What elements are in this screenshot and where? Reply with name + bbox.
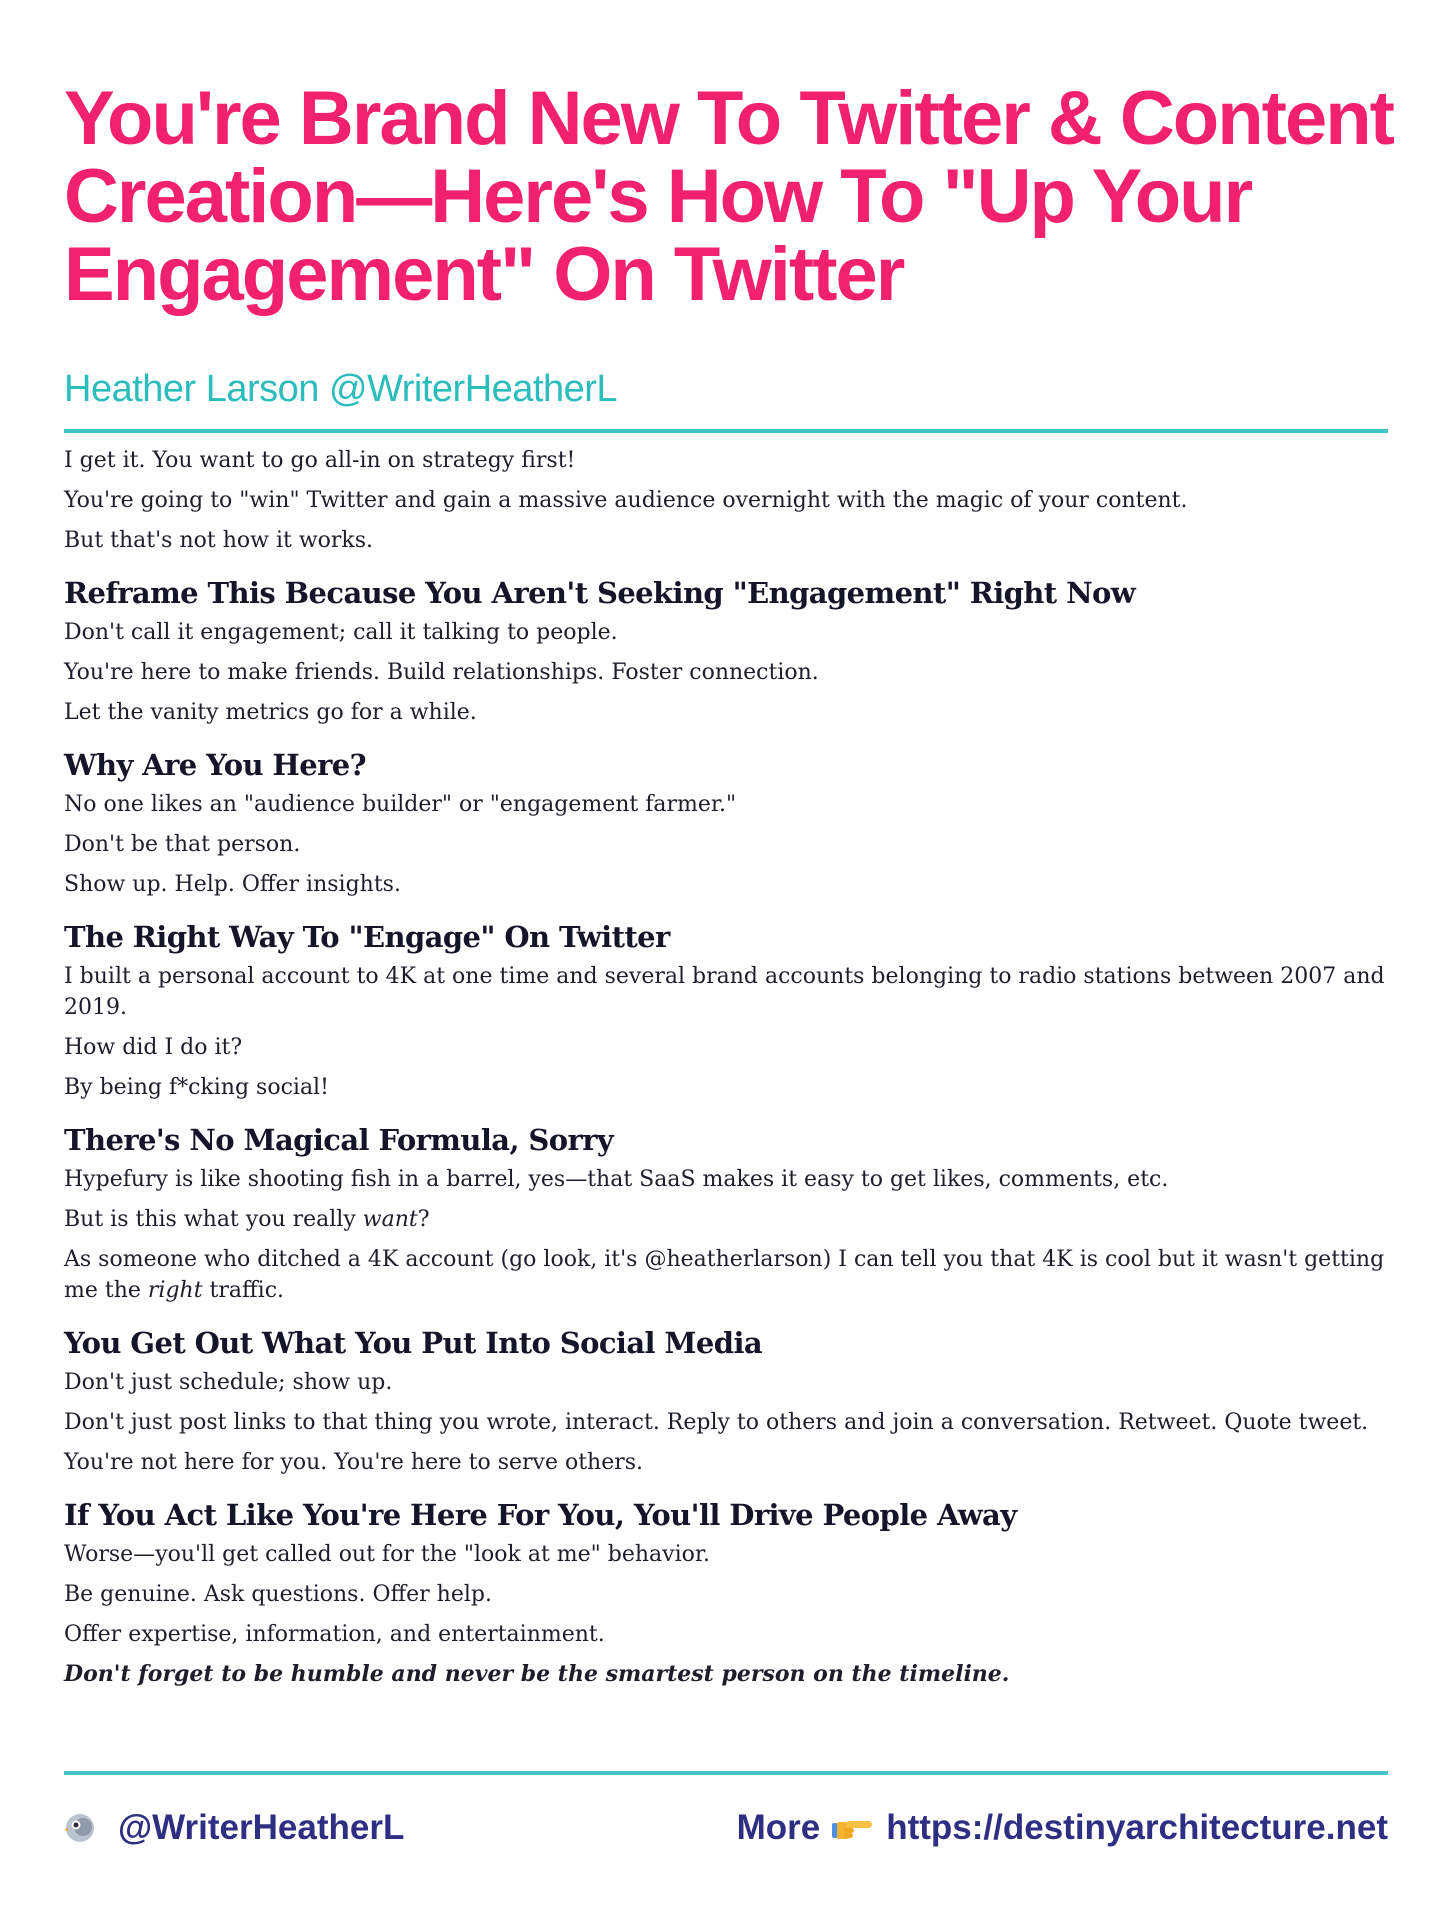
section-paragraph: Don't just schedule; show up. — [64, 1370, 393, 1395]
section-paragraph — [64, 1204, 1388, 1235]
section-paragraph: Be genuine. Ask questions. Offer help. — [64, 1582, 492, 1607]
bird-icon — [64, 1812, 96, 1844]
article-body — [64, 445, 1388, 1690]
text-run: traffic. — [202, 1278, 285, 1303]
section-heading: The Right Way To "Engage" On Twitter — [64, 920, 670, 954]
text-run: As someone who ditched a 4K account (go look, it's @heatherlarson) I can tell you that 4K is cool but it wasn't getting me the — [64, 1247, 1385, 1303]
section-paragraph: You're here to make friends. Build relationships. Foster connection. — [64, 660, 819, 685]
section-paragraph: Don't call it engagement; call it talking to people. — [64, 620, 618, 645]
intro-paragraph: But that's not how it works. — [64, 528, 374, 553]
section-heading: You Get Out What You Put Into Social Media — [64, 1326, 763, 1360]
section-paragraph: Show up. Help. Offer insights. — [64, 872, 401, 897]
text-run: ? — [417, 1207, 430, 1232]
emphasis-text: right — [147, 1278, 203, 1303]
top-divider — [64, 429, 1388, 433]
section-heading: Why Are You Here? — [64, 748, 367, 782]
closing-statement: Don't forget to be humble and never be the smartest person on the timeline. — [64, 1661, 1010, 1687]
section-paragraph: No one likes an "audience builder" or "engagement farmer." — [64, 792, 737, 817]
section-paragraph: How did I do it? — [64, 1035, 243, 1060]
section-paragraph: Let the vanity metrics go for a while. — [64, 700, 477, 725]
section-paragraph: Don't be that person. — [64, 832, 301, 857]
article — [64, 76, 1393, 1699]
section-paragraph: By being f*cking social! — [64, 1075, 329, 1100]
footer-handle-group — [64, 1808, 404, 1848]
section-paragraph: Hypefury is like shooting fish in a barrel, yes—that SaaS makes it easy to get likes, comments, etc. — [64, 1167, 1169, 1192]
website-link[interactable]: https://destinyarchitecture.net — [886, 1808, 1388, 1847]
intro-paragraph: You're going to "win" Twitter and gain a massive audience overnight with the magic of your content. — [64, 488, 1188, 513]
author-byline: Heather Larson @WriterHeatherL — [64, 368, 618, 410]
pointing-hand-icon — [832, 1813, 874, 1843]
intro-paragraph: I get it. You want to go all-in on strategy first! — [64, 448, 576, 473]
bottom-divider — [64, 1771, 1388, 1775]
text-run: But is this what you really — [64, 1207, 363, 1232]
section-paragraph: Worse—you'll get called out for the "look at me" behavior. — [64, 1542, 710, 1567]
section-paragraph: You're not here for you. You're here to serve others. — [64, 1450, 644, 1475]
section-heading: Reframe This Because You Aren't Seeking "Engagement" Right Now — [64, 576, 1136, 610]
section-paragraph: I built a personal account to 4K at one time and several brand accounts belonging to radio stations between 2007 and 2019. — [64, 964, 1385, 1020]
footer — [64, 1808, 1388, 1862]
emphasis-text: want — [362, 1207, 418, 1232]
more-label: More — [736, 1808, 821, 1847]
section-paragraph: Offer expertise, information, and entertainment. — [64, 1622, 605, 1647]
section-heading: There's No Magical Formula, Sorry — [64, 1123, 614, 1157]
section-heading: If You Act Like You're Here For You, You'll Drive People Away — [64, 1498, 1017, 1532]
footer-handle[interactable]: @WriterHeatherL — [118, 1808, 405, 1847]
page-title: You're Brand New To Twitter & Content Creation—Here's How To "Up Your Engagement" On Twitter — [64, 76, 1393, 317]
footer-link-group — [737, 1808, 1388, 1848]
section-paragraph — [64, 1244, 1388, 1306]
section-paragraph: Don't just post links to that thing you wrote, interact. Reply to others and join a conversation. Retweet. Quote tweet. — [64, 1410, 1369, 1435]
